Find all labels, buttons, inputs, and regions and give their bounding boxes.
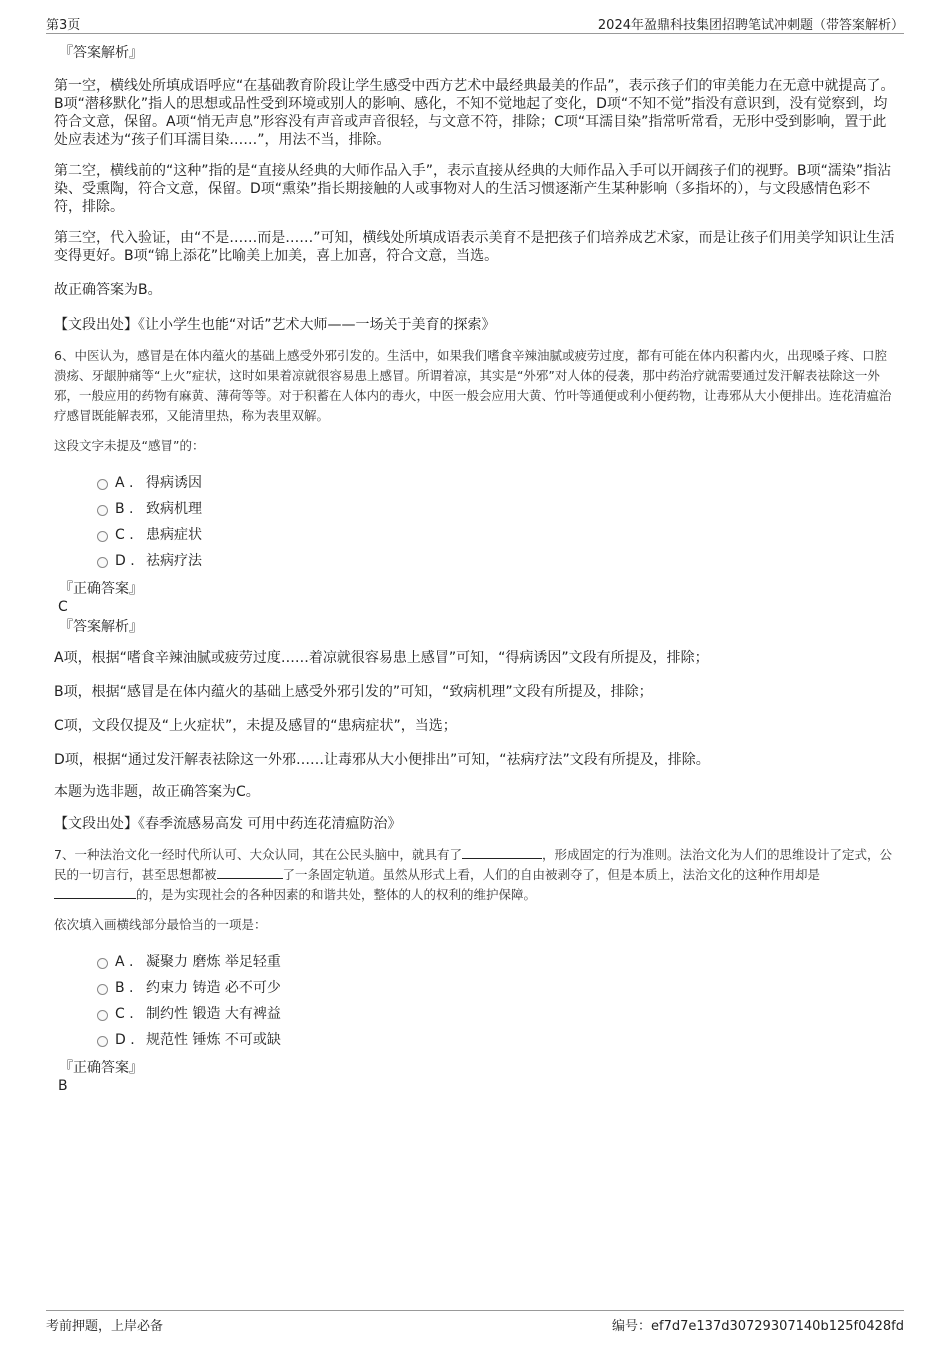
radio-icon[interactable] — [97, 531, 108, 542]
option-text: 得病诱因 — [146, 475, 202, 491]
q7-stem-part-4: 的，是为实现社会的各种因素的和谐共处，整体的人的权利的维护保障。 — [136, 887, 537, 902]
q7-stem-part-1: 7、一种法治文化一经时代所认可、大众认同，其在公民头脑中，就具有了 — [54, 847, 462, 862]
page-number: 第3页 — [46, 18, 81, 33]
page-header — [46, 12, 904, 34]
q7-stem — [54, 845, 898, 905]
q5-source: 【文段出处】《让小学生也能“对话”艺术大师——一场关于美育的探索》 — [54, 317, 496, 333]
code-value: ef7d7e137d30729307140b125f0428fd — [651, 1319, 904, 1334]
q6-stem: 6、中医认为，感冒是在体内蕴火的基础上感受外邪引发的。生活中，如果我们嗜食辛辣油腻或疲劳过度，都有可能在体内积蓄内火，出现嗓子疼、口腔溃疡、牙龈肿痛等“上火”症状，这时如果着凉就很容易患上感冒。所谓着凉，其实是“外邪”对人体的侵袭，那中药治疗就需要通过发汗解表祛除这一外邪，一般应用的药物有麻黄、薄荷等等。对于积蓄在人体内的毒火，中医一般会应用大黄、竹叶等通便或利小便药物，让毒邪从大小便排出。连花清瘟治疗感冒既能解表邪，又能清里热，称为表里双解。 — [54, 348, 892, 423]
q6-analysis-b: B项，根据“感冒是在体内蕴火的基础上感受外邪引发的”可知，“致病机理”文段有所提及，排除； — [54, 684, 653, 700]
page-footer — [46, 1310, 904, 1334]
q7-correct-answer: B — [58, 1078, 68, 1094]
radio-icon[interactable] — [97, 1036, 108, 1047]
option-letter: D . — [115, 553, 135, 569]
option-letter: C . — [115, 527, 134, 543]
option-letter: B . — [115, 980, 134, 996]
q6-question: 这段文字未提及“感冒”的： — [54, 438, 205, 453]
q7-blank-1 — [462, 846, 542, 859]
q6-option-b[interactable] — [54, 496, 898, 522]
q5-conclusion: 故正确答案为B。 — [54, 282, 162, 298]
radio-icon[interactable] — [97, 557, 108, 568]
q5-analysis-paragraph-2: 第二空，横线前的“这种”指的是“直接从经典的大师作品入手”，表示直接从经典的大师作品入手可以开阔孩子们的视野。B项“濡染”指沾染、受熏陶，符合文意，保留。D项“熏染”指长期接触的人或事物对人的生活习惯逐渐产生某种影响（多指坏的），与文段感情色彩不符，排除。 — [54, 163, 892, 215]
q7-option-a[interactable] — [54, 949, 898, 975]
document-title: 2024年盈鼎科技集团招聘笔试冲刺题（带答案解析） — [597, 18, 904, 33]
option-letter: A . — [115, 475, 134, 491]
footer-slogan: 考前押题，上岸必备 — [46, 1319, 164, 1334]
q5-analysis-paragraph-1: 第一空，横线处所填成语呼应“在基础教育阶段让学生感受中西方艺术中最经典最美的作品”，表示孩子们的审美能力在无意中就提高了。B项“潜移默化”指人的思想或品性受到环境或别人的影响、感化，不知不觉地起了变化，D项“不知不觉”指没有意识到，没有觉察到，均符合文意，保留。A项“悄无声息”形容没有声音或声音很轻，与文意不符，排除；C项“耳濡目染”指常听常看，无形中受到影响，置于此处应表述为“孩子们耳濡目染……”，用法不当，排除。 — [54, 78, 895, 148]
radio-icon[interactable] — [97, 505, 108, 516]
option-text: 约束力 铸造 必不可少 — [146, 980, 281, 996]
option-letter: C . — [115, 1006, 134, 1022]
radio-icon[interactable] — [97, 984, 108, 995]
q7-question: 依次填入画横线部分最恰当的一项是： — [54, 917, 267, 932]
option-text: 制约性 锻造 大有裨益 — [146, 1006, 281, 1022]
q7-stem-part-3: 了一条固定轨道。虽然从形式上看，人们的自由被剥夺了，但是本质上，法治文化的这种作用却是 — [282, 867, 821, 882]
q7-correct-label: 『正确答案』 — [59, 1060, 143, 1076]
option-letter: A . — [115, 954, 134, 970]
q6-option-d[interactable] — [54, 548, 898, 574]
option-text: 凝聚力 磨炼 举足轻重 — [146, 954, 281, 970]
q6-conclusion: 本题为选非题，故正确答案为C。 — [54, 784, 260, 800]
q6-option-a[interactable] — [54, 470, 898, 496]
page-content — [54, 44, 898, 1095]
radio-icon[interactable] — [97, 479, 108, 490]
q7-blank-3 — [54, 886, 136, 899]
option-text: 致病机理 — [146, 501, 202, 517]
q7-option-b[interactable] — [54, 975, 898, 1001]
q7-blank-2 — [217, 866, 283, 879]
q6-option-c[interactable] — [54, 522, 898, 548]
option-text: 祛病疗法 — [146, 553, 202, 569]
q5-analysis-paragraph-3: 第三空，代入验证，由“不是……而是……”可知，横线处所填成语表示美育不是把孩子们培养成艺术家，而是让孩子们用美学知识让生活变得更好。B项“锦上添花”比喻美上加美，喜上加喜，符合文意，当选。 — [54, 230, 895, 264]
option-text: 患病症状 — [146, 527, 202, 543]
q6-options — [54, 470, 898, 574]
q6-analysis-d: D项，根据“通过发汗解表祛除这一外邪……让毒邪从大小便排出”可知，“祛病疗法”文段有所提及，排除。 — [54, 752, 710, 768]
q6-correct-label: 『正确答案』 — [59, 581, 143, 597]
radio-icon[interactable] — [97, 958, 108, 969]
q6-correct-answer: C — [58, 599, 68, 615]
document-code — [612, 1315, 904, 1334]
q6-analysis-a: A项，根据“嗜食辛辣油腻或疲劳过度……着凉就很容易患上感冒”可知，“得病诱因”文段有所提及，排除； — [54, 650, 709, 666]
q5-analysis-label: 『答案解析』 — [59, 45, 143, 61]
option-letter: D . — [115, 1032, 135, 1048]
code-label: 编号： — [612, 1319, 652, 1334]
option-text: 规范性 锤炼 不可或缺 — [146, 1032, 281, 1048]
option-letter: B . — [115, 501, 134, 517]
q7-options — [54, 949, 898, 1053]
q7-option-d[interactable] — [54, 1027, 898, 1053]
q7-option-c[interactable] — [54, 1001, 898, 1027]
radio-icon[interactable] — [97, 1010, 108, 1021]
q6-source: 【文段出处】《春季流感易高发 可用中药连花清瘟防治》 — [54, 816, 402, 832]
q7-stem-part-2: ，形成固定的行为准则。法治文化为人们的思维设计了定式，公民的一切言行，甚至思想都被 — [54, 847, 892, 882]
q6-analysis-label: 『答案解析』 — [59, 619, 143, 635]
q6-analysis-c: C项，文段仅提及“上火症状”，未提及感冒的“患病症状”，当选； — [54, 718, 457, 734]
